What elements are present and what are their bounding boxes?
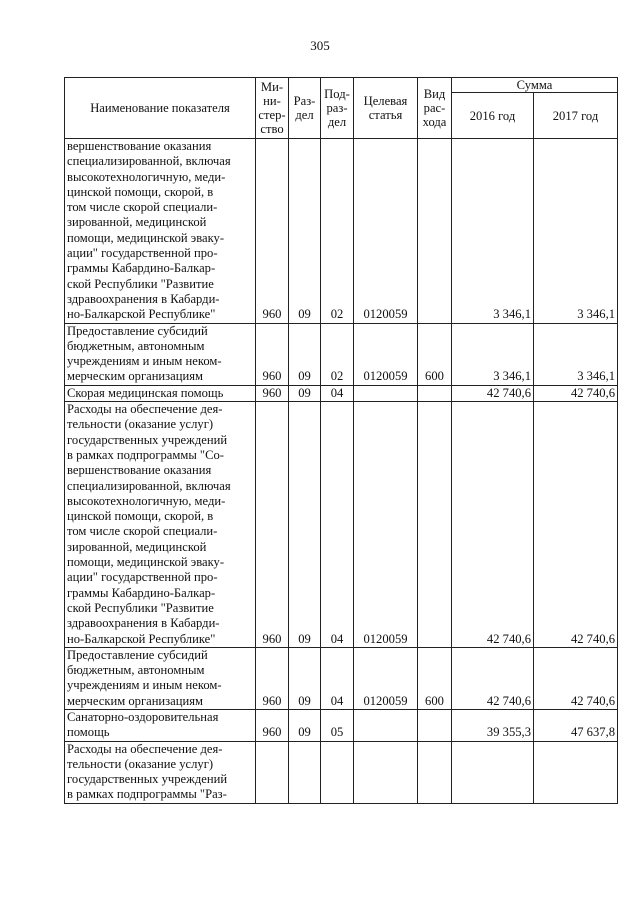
cell-expense-type: 600: [418, 647, 452, 709]
cell-section: 09: [289, 385, 321, 401]
cell-target-article: 0120059: [354, 647, 418, 709]
cell-name: Расходы на обеспечение дея- тельности (оказание услуг) государственных учреждений в рамках подпрограммы "Раз-: [65, 741, 256, 803]
cell-subsection: 02: [321, 323, 354, 385]
header-year-2017: 2017 год: [534, 93, 618, 139]
cell-section: 09: [289, 709, 321, 741]
cell-section: 09: [289, 323, 321, 385]
budget-table: [64, 77, 618, 804]
cell-expense-type: [418, 709, 452, 741]
cell-2016: 3 346,1: [452, 323, 534, 385]
cell-target-article: 0120059: [354, 323, 418, 385]
table-row: [65, 402, 618, 648]
header-year-2016: 2016 год: [452, 93, 534, 139]
cell-2017: 42 740,6: [534, 647, 618, 709]
cell-2017: 42 740,6: [534, 385, 618, 401]
cell-subsection: 04: [321, 385, 354, 401]
cell-target-article: [354, 741, 418, 803]
header-name: Наименование показателя: [65, 78, 256, 139]
cell-section: [289, 741, 321, 803]
table-row: [65, 323, 618, 385]
cell-ministry: [256, 741, 289, 803]
cell-2016: 39 355,3: [452, 709, 534, 741]
cell-section: 09: [289, 647, 321, 709]
table-row: [65, 647, 618, 709]
cell-ministry: 960: [256, 402, 289, 648]
cell-2017: 3 346,1: [534, 139, 618, 324]
table-row: [65, 709, 618, 741]
cell-subsection: 05: [321, 709, 354, 741]
header-expense-type: Вид рас- хода: [418, 78, 452, 139]
cell-target-article: [354, 709, 418, 741]
cell-target-article: [354, 385, 418, 401]
cell-expense-type: [418, 402, 452, 648]
cell-subsection: 04: [321, 647, 354, 709]
cell-ministry: 960: [256, 709, 289, 741]
cell-2017: 47 637,8: [534, 709, 618, 741]
cell-2016: 3 346,1: [452, 139, 534, 324]
cell-expense-type: [418, 741, 452, 803]
cell-expense-type: [418, 385, 452, 401]
cell-ministry: 960: [256, 385, 289, 401]
cell-2017: [534, 741, 618, 803]
cell-name: Предоставление субсидий бюджетным, автономным учреждениям и иным неком- мерческим организациям: [65, 647, 256, 709]
cell-subsection: 04: [321, 402, 354, 648]
header-ministry: Ми- ни- стер- ство: [256, 78, 289, 139]
header-target-article: Целевая статья: [354, 78, 418, 139]
cell-2016: 42 740,6: [452, 402, 534, 648]
cell-name: вершенствование оказания специализированной, включая высокотехнологичную, меди- цинской помощи, скорой, в том числе скорой специали- зированной, медицинской помощи, медицинской эваку- ации" государственной про- граммы Кабардино-Балкар- ской Республики "Развитие здравоохранения в Кабарди- но-Балкарской Республике": [65, 139, 256, 324]
cell-ministry: 960: [256, 139, 289, 324]
cell-section: 09: [289, 139, 321, 324]
table-row: [65, 741, 618, 803]
cell-target-article: 0120059: [354, 402, 418, 648]
cell-target-article: 0120059: [354, 139, 418, 324]
header-sum: Сумма: [452, 78, 618, 93]
cell-2016: [452, 741, 534, 803]
cell-name: Расходы на обеспечение дея- тельности (оказание услуг) государственных учреждений в рамках подпрограммы "Со- вершенствование оказания специализированной, включая высокотехнологичную, меди- цинской помощи, скорой, в том числе скорой специали- зированной, медицинской помощи, медицинской эваку- ации" государственной про- граммы Кабардино-Балкар- ской Республики "Развитие здравоохранения в Кабарди- но-Балкарской Республике": [65, 402, 256, 648]
header-row-1: [65, 78, 618, 93]
cell-expense-type: [418, 139, 452, 324]
page-number: 305: [310, 38, 330, 53]
cell-section: 09: [289, 402, 321, 648]
cell-2016: 42 740,6: [452, 385, 534, 401]
cell-subsection: 02: [321, 139, 354, 324]
cell-expense-type: 600: [418, 323, 452, 385]
header-section: Раз- дел: [289, 78, 321, 139]
cell-name: Скорая медицинская помощь: [65, 385, 256, 401]
header-subsection: Под- раз- дел: [321, 78, 354, 139]
cell-name: Предоставление субсидий бюджетным, автономным учреждениям и иным неком- мерческим организациям: [65, 323, 256, 385]
cell-2017: 3 346,1: [534, 323, 618, 385]
table-row: [65, 385, 618, 401]
cell-subsection: [321, 741, 354, 803]
cell-2017: 42 740,6: [534, 402, 618, 648]
cell-2016: 42 740,6: [452, 647, 534, 709]
cell-ministry: 960: [256, 323, 289, 385]
cell-ministry: 960: [256, 647, 289, 709]
table-row: [65, 139, 618, 324]
cell-name: Санаторно-оздоровительная помощь: [65, 709, 256, 741]
